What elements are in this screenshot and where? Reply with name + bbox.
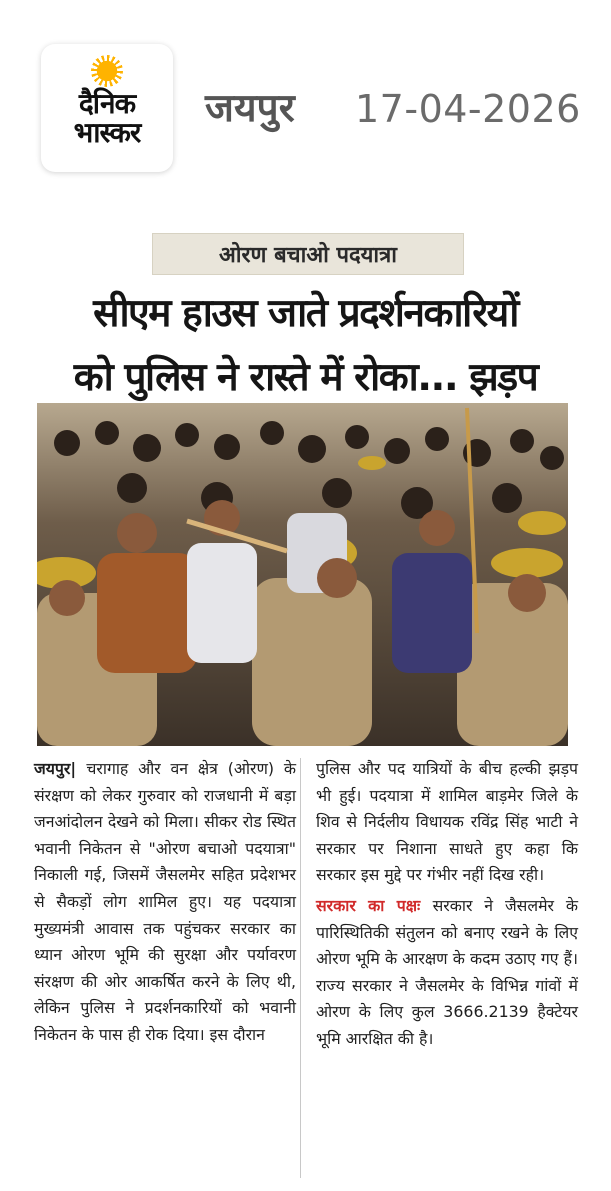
protest-photo-illustration [37, 403, 568, 746]
logo-line-2: भास्कर [73, 116, 141, 149]
dainik-bhaskar-logo [41, 44, 173, 172]
edition-city: जयपुर [205, 86, 295, 131]
article-column-left [34, 756, 296, 1049]
column-divider [300, 758, 301, 1178]
body-left: चरागाह और वन क्षेत्र (ओरण) के संरक्षण को लेकर गुरुवार को राजधानी में बड़ा जनआंदोलन देखने को मिला। सीकर रोड स्थित भवानी निकेतन से "ओरण बचाओ पदयात्रा" निकाली गई, जिसमें जैसलमेर सहित प्रदेशभर से सैकड़ों लोग शामिल हुए। यह पदयात्रा मुख्यमंत्री आवास तक पहुंचकर सरकार का ध्यान ओरण भूमि की सुरक्षा और पर्यावरण संरक्षण की ओर आकर्षित करने के लिए थी, लेकिन पुलिस ने प्रदर्शनकारियों को भवानी निकेतन के पास ही रोक दिया। इस दौरान [34, 759, 296, 1044]
sun-logo-icon [91, 55, 123, 87]
logo-wordmark [74, 89, 141, 147]
headline [14, 282, 597, 410]
protest-photo [37, 403, 568, 746]
dateline: जयपुर| [34, 759, 87, 778]
headline-line-2: को पुलिस ने रास्ते में रोका... झड़प [73, 355, 538, 400]
article-column-right [316, 756, 578, 1053]
subhead-government-side: सरकार का पक्षः [316, 895, 433, 915]
edition-date: 17-04-2026 [355, 87, 581, 131]
logo-line-1: दैनिक [78, 87, 136, 120]
body-right-para-2: सरकार ने जैसलमेर के पारिस्थितिकी संतुलन को बनाए रखने के लिए ओरण भूमि के आरक्षण के कदम उठाए गए हैं। राज्य सरकार ने जैसलमेर के विभिन्न गांवों में ओरण के लिए कुल 3666.2139 हैक्टेयर भूमि आरक्षित की है। [316, 895, 578, 1048]
government-side-paragraph [316, 893, 578, 1053]
story-kicker: ओरण बचाओ पदयात्रा [152, 233, 464, 275]
body-right-para-1: पुलिस और पद यात्रियों के बीच हल्की झड़प भी हुई। पदयात्रा में शामिल बाड़मेर जिले के शिव से निर्दलीय विधायक रविंद्र सिंह भाटी ने सरकार पर निशाना साधते हुए कहा कि सरकार इस मुद्दे पर गंभीर नहीं दिख रही। [316, 759, 578, 885]
headline-line-1: सीएम हाउस जाते प्रदर्शनकारियों [93, 291, 518, 336]
